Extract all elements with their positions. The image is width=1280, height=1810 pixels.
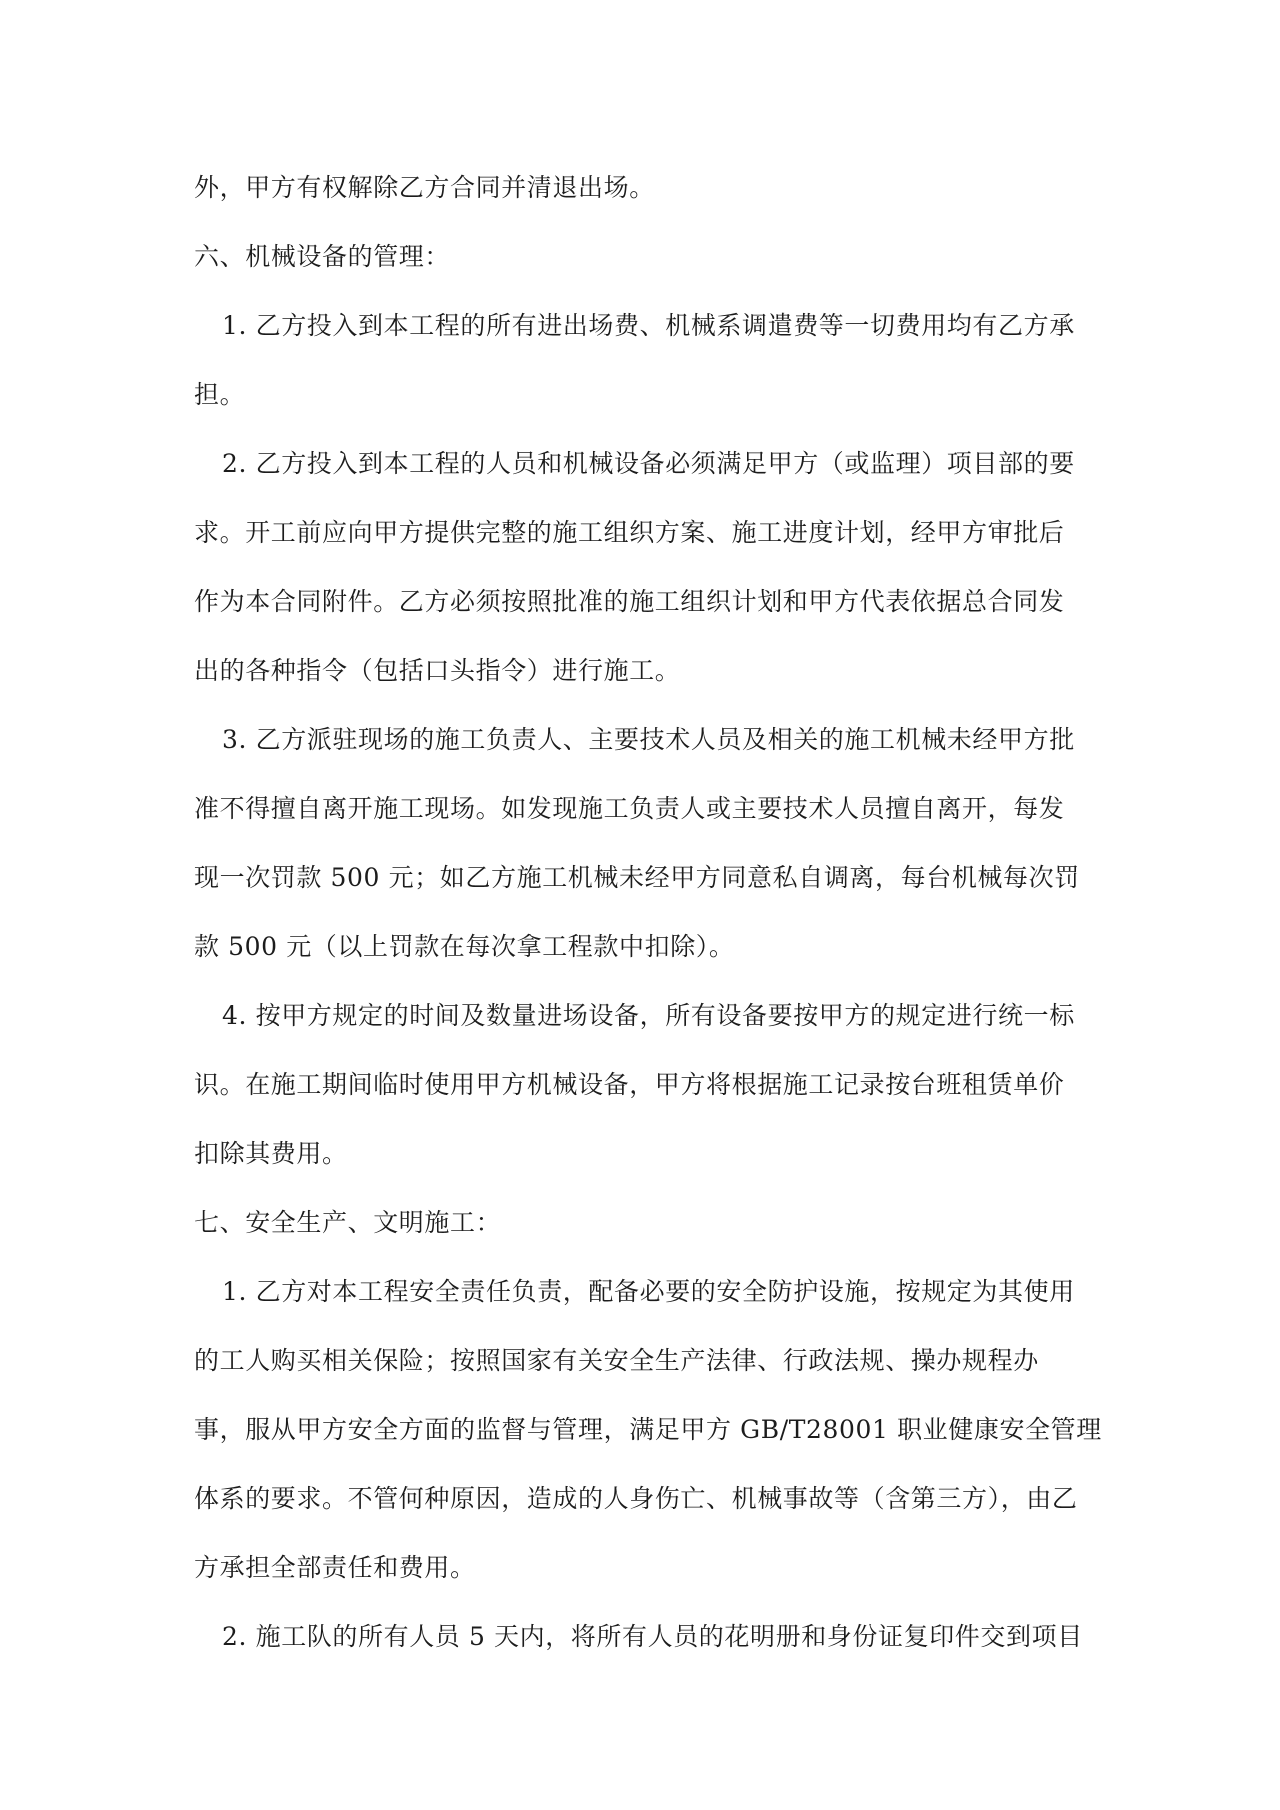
paragraph-line: 事，服从甲方安全方面的监督与管理，满足甲方 GB/T28001 职业健康安全管理 [194, 1415, 1102, 1444]
list-item-line: 2. 乙方投入到本工程的人员和机械设备必须满足甲方（或监理）项目部的要 [222, 449, 1075, 478]
paragraph-line: 的工人购买相关保险；按照国家有关安全生产法律、行政法规、操办规程办 [194, 1346, 1039, 1375]
paragraph-line: 体系的要求。不管何种原因，造成的人身伤亡、机械事故等（含第三方），由乙 [194, 1484, 1078, 1513]
list-item-line: 2. 施工队的所有人员 5 天内，将所有人员的花明册和身份证复印件交到项目 [222, 1622, 1083, 1651]
paragraph-line: 准不得擅自离开施工现场。如发现施工负责人或主要技术人员擅自离开，每发 [194, 794, 1065, 823]
list-item-line: 1. 乙方对本工程安全责任负责，配备必要的安全防护设施，按规定为其使用 [222, 1277, 1075, 1306]
paragraph-line: 识。在施工期间临时使用甲方机械设备，甲方将根据施工记录按台班租赁单价 [194, 1070, 1065, 1099]
section-heading: 七、安全生产、文明施工： [194, 1208, 502, 1237]
list-item-line: 4. 按甲方规定的时间及数量进场设备，所有设备要按甲方的规定进行统一标 [222, 1001, 1075, 1030]
paragraph-line: 求。开工前应向甲方提供完整的施工组织方案、施工进度计划，经甲方审批后 [194, 518, 1065, 547]
paragraph-line: 出的各种指令（包括口头指令）进行施工。 [194, 656, 681, 685]
paragraph-line: 担。 [194, 380, 246, 409]
paragraph-line: 方承担全部责任和费用。 [194, 1553, 476, 1582]
paragraph-line: 款 500 元（以上罚款在每次拿工程款中扣除）。 [194, 932, 735, 961]
section-heading: 六、机械设备的管理： [194, 242, 451, 271]
list-item-line: 3. 乙方派驻现场的施工负责人、主要技术人员及相关的施工机械未经甲方批 [222, 725, 1075, 754]
paragraph-line: 外，甲方有权解除乙方合同并清退出场。 [194, 173, 655, 202]
list-item-line: 1. 乙方投入到本工程的所有进出场费、机械系调遣费等一切费用均有乙方承 [222, 311, 1075, 340]
paragraph-line: 扣除其费用。 [194, 1139, 348, 1168]
paragraph-line: 作为本合同附件。乙方必须按照批准的施工组织计划和甲方代表依据总合同发 [194, 587, 1065, 616]
paragraph-line: 现一次罚款 500 元；如乙方施工机械未经甲方同意私自调离，每台机械每次罚 [194, 863, 1080, 892]
